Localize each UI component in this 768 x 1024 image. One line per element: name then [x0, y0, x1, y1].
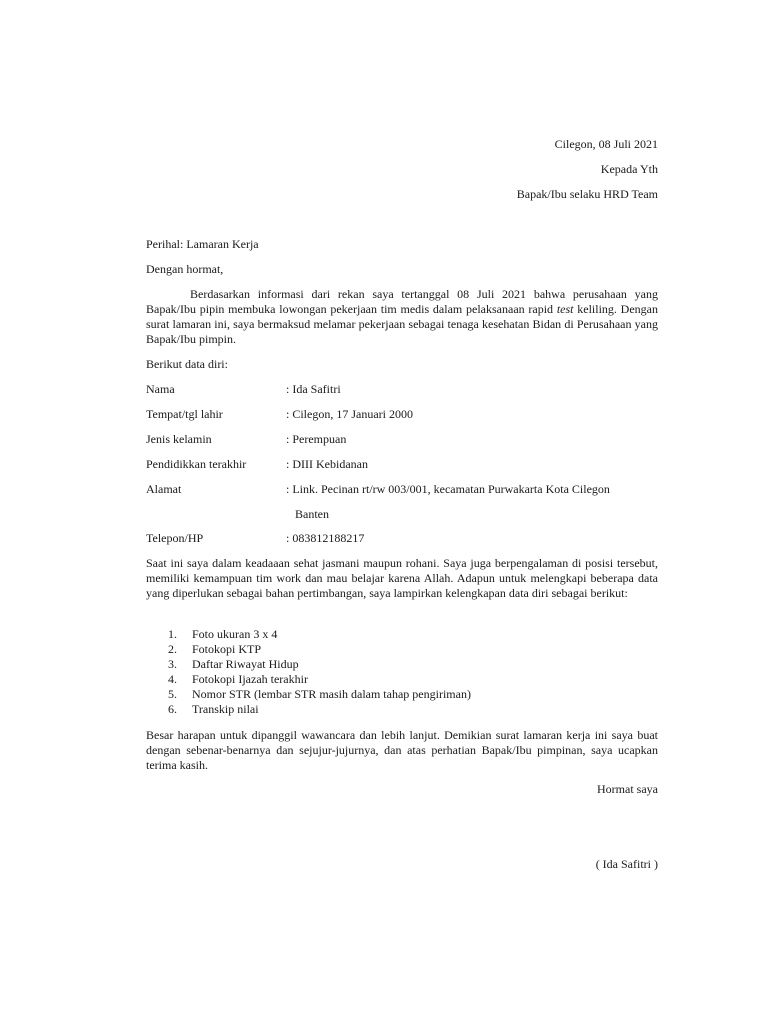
data-value: : Cilegon, 17 Januari 2000 — [286, 407, 413, 421]
data-value: : Ida Safitri — [286, 382, 341, 396]
list-number: 5. — [168, 687, 177, 701]
place-date: Cilegon, 08 Juli 2021 — [554, 137, 658, 151]
data-value: : 083812188217 — [286, 531, 365, 545]
data-label: Telepon/HP — [146, 531, 204, 545]
data-label: Jenis kelamin — [146, 432, 212, 446]
list-number: 2. — [168, 642, 177, 656]
list-text: Fotokopi KTP — [192, 642, 262, 656]
list-text: Daftar Riwayat Hidup — [192, 657, 299, 671]
body-paragraph: Saat ini saya dalam keadaaan sehat jasmani maupun rohani. Saya juga berpengalaman di posisi tersebut, memiliki kemampuan tim work dan mau belajar karena Allah. Adapun untuk melengkapi beberapa data yang diperlukan sebagai bahan pertimbangan, saya lampirkan kelengkapan data diri sebagai berikut: — [146, 556, 658, 600]
list-number: 6. — [168, 702, 177, 716]
list-number: 4. — [168, 672, 177, 686]
list-text: Fotokopi Ijazah terakhir — [192, 672, 308, 686]
list-text: Foto ukuran 3 x 4 — [192, 627, 278, 641]
list-number: 3. — [168, 657, 177, 671]
closing-paragraph: Besar harapan untuk dipanggil wawancara dan lebih lanjut. Demikian surat lamaran kerja ini saya buat dengan sebenar-benarnya dan sejujur-jujurnya, dan atas perhatian Bapak/Ibu pimpinan, saya ucapkan terima kasih. — [146, 728, 658, 772]
data-value: : DIII Kebidanan — [286, 457, 368, 471]
intro-paragraph: Berdasarkan informasi dari rekan saya tertanggal 08 Juli 2021 bahwa perusahaan yang Bapak/Ibu pipin membuka lowongan pekerjaan tim medis dalam pelaksanaan rapid test keliling. Dengan surat lamaran ini, saya bermaksud melamar pekerjaan sebagai tenaga kesehatan Bidan di Perusahaan yang Bapak/Ibu pimpin. — [146, 287, 659, 346]
data-label: Tempat/tgl lahir — [146, 407, 223, 421]
data-value-continuation: Banten — [295, 507, 329, 521]
list-number: 1. — [168, 627, 177, 641]
signoff: Hormat saya — [597, 782, 658, 796]
data-value: : Perempuan — [286, 432, 347, 446]
data-label: Alamat — [146, 482, 182, 496]
signature-name: ( Ida Safitri ) — [595, 857, 658, 871]
data-heading: Berikut data diri: — [146, 357, 228, 371]
greeting: Dengan hormat, — [146, 262, 224, 276]
data-label: Pendidikkan terakhir — [146, 457, 247, 471]
data-label: Nama — [146, 382, 175, 396]
list-text: Nomor STR (lembar STR masih dalam tahap pengiriman) — [192, 687, 471, 701]
recipient-line-2: Bapak/Ibu selaku HRD Team — [516, 187, 658, 201]
data-value: : Link. Pecinan rt/rw 003/001, kecamatan Purwakarta Kota Cilegon — [286, 482, 610, 496]
recipient-line-1: Kepada Yth — [600, 162, 658, 176]
list-text: Transkip nilai — [192, 702, 259, 716]
subject-line: Perihal: Lamaran Kerja — [146, 237, 259, 251]
